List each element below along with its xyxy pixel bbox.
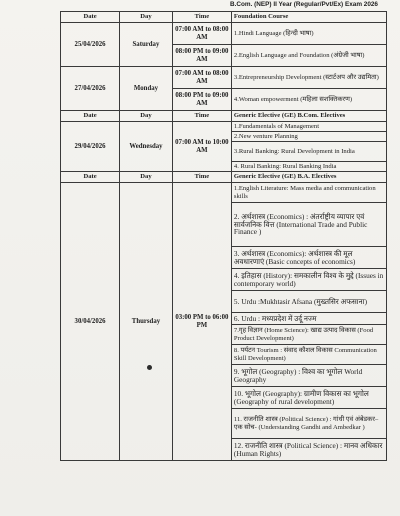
course-entry: 12. राजनीति शास्त्र (Political Science) : मानव अधिकार (Human Rights) [231, 439, 386, 461]
course-entry: 6. Urdu : मध्यप्रदेश में उर्दू नज्म [231, 313, 386, 325]
foundation-course-header: Foundation Course [231, 12, 386, 23]
exam-day: Monday [120, 67, 173, 111]
course-entry: 10. भूगोल (Geography): ग्रामीण विकास का भूगोल (Geography of rural development) [231, 387, 386, 409]
course-entry: 1.Fundamentals of Management [231, 122, 386, 132]
col-time-header: Time [172, 12, 231, 23]
exam-time: 08:00 PM to 09:00 AM [172, 45, 231, 67]
course-entry: 2.English Language and Foundation (अंग्रेजी भाषा) [231, 45, 386, 67]
foundation-header-row [61, 12, 387, 23]
exam-day: Saturday [120, 23, 173, 67]
course-entry: 1.English Literature: Mass media and communication skills [231, 183, 386, 203]
exam-date: 27/04/2026 [61, 67, 120, 111]
course-entry: 2. अर्थशास्त्र (Economics) : अंतर्राष्ट्रीय व्यापार एवं सार्वजनिक वित्त (International Trade and Public Finance ) [231, 203, 386, 247]
ba-electives-header: Generic Elective (GE) B.A. Electives [231, 172, 386, 183]
exam-time: 07:00 AM to 08:00 AM [172, 23, 231, 45]
col-date-header: Date [61, 12, 120, 23]
course-entry: 7.गृह विज्ञान (Home Science): खाद्य उत्पाद विकास (Food Product Development) [231, 325, 386, 345]
table-row [61, 183, 387, 203]
exam-date: 29/04/2026 [61, 122, 120, 172]
course-entry: 3. अर्थशास्त्र (Economics): अर्थशास्त्र की मूल अवधारणाएं (Basic concepts of economics) [231, 247, 386, 269]
schedule-table [60, 11, 387, 461]
course-entry: 3.Rural Banking: Rural Development in India [231, 142, 386, 162]
table-row [61, 122, 387, 132]
exam-day: Thursday [120, 183, 173, 461]
exam-time: 08:00 PM to 09:00 AM [172, 89, 231, 111]
course-entry: 2.New venture Planning [231, 132, 386, 142]
col-time-header: Time [172, 172, 231, 183]
exam-time: 03:00 PM to 06:00 PM [172, 183, 231, 461]
course-entry: 1.Hindi Language (हिन्दी भाषा) [231, 23, 386, 45]
course-entry: 4. इतिहास (History): समकालीन विश्व के मुद्दे (Issues in contemporary world) [231, 269, 386, 291]
col-date-header: Date [61, 172, 120, 183]
course-entry: 5. Urdu :Mukhtasir Afsana (मुख्तसिर अफसाना) [231, 291, 386, 313]
course-entry: 3.Entrepreneurship Development (स्टार्टअप और उद्यमिता) [231, 67, 386, 89]
exam-time: 07:00 AM to 08:00 AM [172, 67, 231, 89]
page-header: B.Com. (NEP) II Year (Regular/Pvt/Ex) Exam 2026 [230, 1, 378, 8]
exam-day: Wednesday [120, 122, 173, 172]
col-day-header: Day [120, 111, 173, 122]
table-row [61, 23, 387, 45]
bcom-electives-header: Generic Elective (GE) B.Com. Electives [231, 111, 386, 122]
exam-date: 25/04/2026 [61, 23, 120, 67]
course-entry: 9. भूगोल (Geography) : विश्व का भूगोल World Geography [231, 365, 386, 387]
col-date-header: Date [61, 111, 120, 122]
course-entry: 11. राजनीति शास्त्र (Political Science) : गांधी एवं अंबेडकर– एक सोच- (Understanding Gandhi and Ambedkar ) [231, 409, 386, 439]
course-entry: 8. पर्यटन Tourism : संवाद कौशल विकास Communication Skill Development) [231, 345, 386, 365]
col-time-header: Time [172, 111, 231, 122]
col-day-header: Day [120, 12, 173, 23]
ba-electives-header-row [61, 172, 387, 183]
table-row [61, 67, 387, 89]
exam-time: 07:00 AM to 10:00 AM [172, 122, 231, 172]
col-day-header: Day [120, 172, 173, 183]
course-entry: 4.Woman empowerment (महिला सशक्तिकरण) [231, 89, 386, 111]
exam-date: 30/04/2026 [61, 183, 120, 461]
bcom-electives-header-row [61, 111, 387, 122]
scan-mark [147, 365, 152, 370]
course-entry: 4. Rural Banking: Rural Banking India [231, 162, 386, 172]
